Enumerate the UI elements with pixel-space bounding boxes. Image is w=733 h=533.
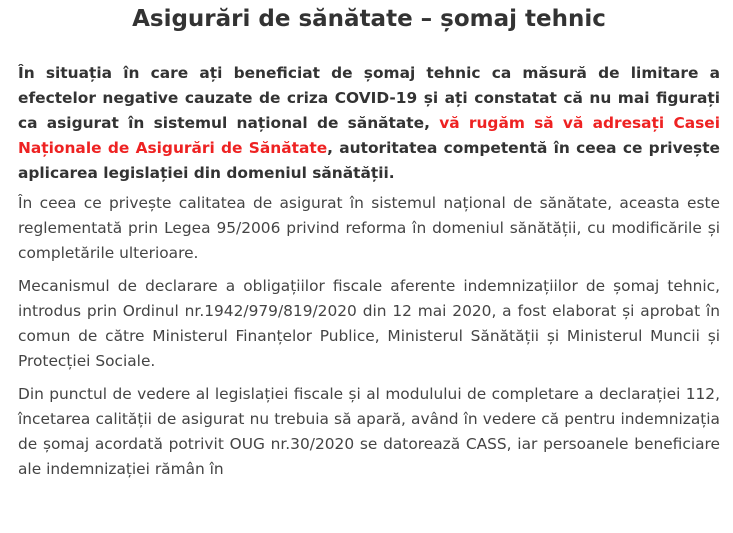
body-paragraph-1: În ceea ce privește calitatea de asigurat în sistemul național de sănătate, aceasta este reglementată prin Legea 95/2006 privind reforma în domeniul sănătății, cu modificările și completările ulterioare. bbox=[18, 194, 720, 262]
article bbox=[18, 0, 720, 482]
lead-text-part2: , autoritatea competentă în ceea ce privește aplicarea legislației din domeniul sănătății. bbox=[18, 139, 720, 182]
body-paragraph-2: Mecanismul de declarare a obligațiilor fiscale aferente indemnizațiilor de șomaj tehnic, introdus prin Ordinul nr.1942/979/819/2020 din 12 mai 2020, a fost elaborat și aprobat în comun de către Ministerul Finanțelor Publice, Ministerul Sănătății și Ministerul Muncii și Protecției Sociale. bbox=[18, 277, 720, 370]
lead-text-part1: În situația în care ați beneficiat de șomaj tehnic ca măsură de limitare a efectelor negative cauzate de criza COVID-19 și ați constatat că nu mai figurați ca asigurat în sistemul național de sănătate, bbox=[18, 64, 720, 132]
page-title: Asigurări de sănătate – șomaj tehnic bbox=[132, 6, 606, 32]
lead-highlight: vă rugăm să vă adresați Casei Naționale de Asigurări de Sănătate bbox=[18, 114, 721, 157]
lead-paragraph bbox=[18, 61, 720, 186]
body-paragraph-3: Din punctul de vedere al legislației fiscale și al modulului de completare a declarației 112, încetarea calității de asigurat nu trebuia să apară, având în vedere că pentru indemnizația de șomaj acordată potrivit OUG nr.30/2020 se datorează CASS, iar persoanele beneficiare ale indemnizației rămân în bbox=[18, 385, 720, 478]
